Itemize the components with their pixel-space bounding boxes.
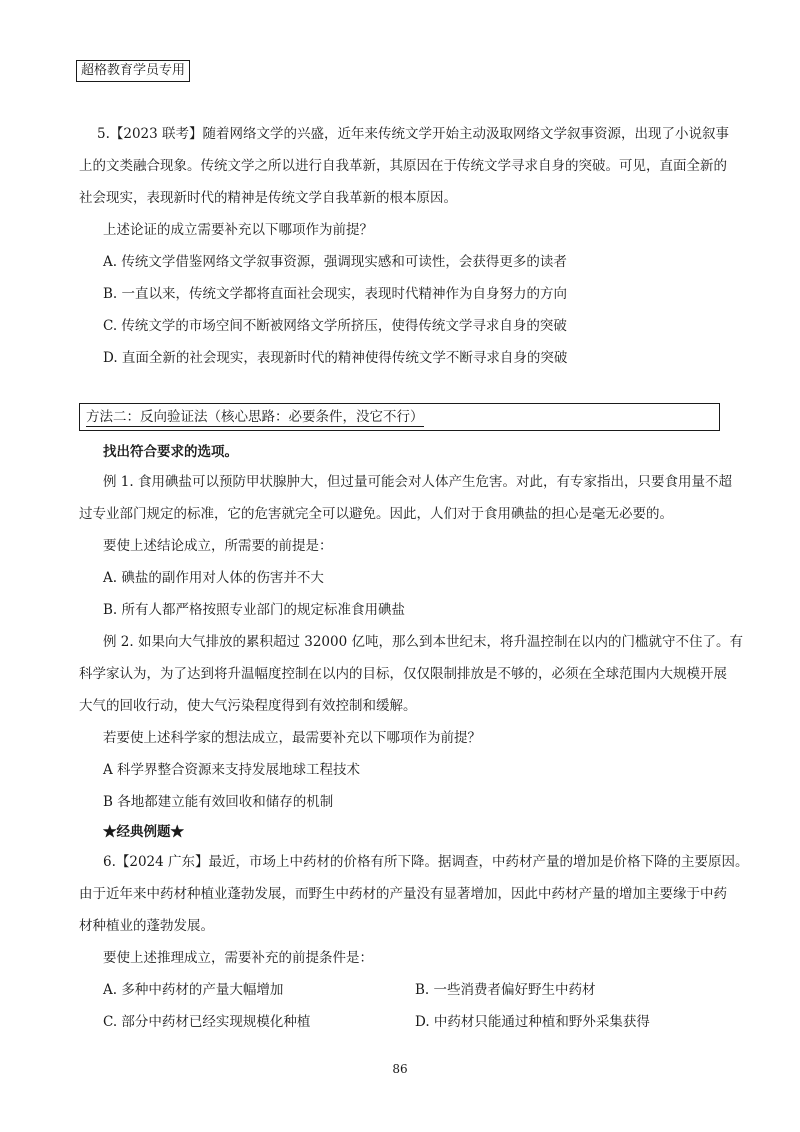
q6-question: 要使上述推理成立，需要补充的前提条件是：: [103, 950, 373, 966]
ex2-option-b: B 各地都建立能有效回收和储存的机制: [103, 794, 334, 810]
method-title: 方法二：反向验证法（核心思路：必要条件，没它不行）: [86, 409, 424, 425]
q6-option-d: D. 中药材只能通过种植和野外采集获得: [415, 1014, 650, 1030]
q5-option-c: C. 传统文学的市场空间不断被网络文学所挤压，使得传统文学寻求自身的突破: [103, 318, 567, 334]
header-label: 超格教育学员专用: [76, 60, 190, 82]
page-number: 86: [392, 1062, 408, 1076]
ex1-option-a: A. 碘盐的副作用对人体的伤害并不大: [103, 570, 324, 586]
method-instruction: 找出符合要求的选项。: [103, 444, 238, 460]
q6-stem-line-3: 材种植业的蓬勃发展。: [79, 918, 214, 934]
ex1-option-b: B. 所有人都严格按照专业部门的规定标准食用碘盐: [103, 602, 406, 618]
classic-examples-heading: ★经典例题★: [103, 824, 184, 840]
q6-option-c: C. 部分中药材已经实现规模化种植: [103, 1014, 311, 1030]
ex2-stem-line-2: 科学家认为，为了达到将升温幅度控制在以内的目标，仅仅限制排放是不够的，必须在全球范围内大规模开展: [79, 666, 727, 682]
ex2-stem-line-3: 大气的回收行动，使大气污染程度得到有效控制和缓解。: [79, 698, 417, 714]
q6-stem-line-1: 6.【2024 广东】最近，市场上中药材的价格有所下降。据调查，中药材产量的增加是价格下降的主要原因。: [103, 854, 749, 870]
ex1-question: 要使上述结论成立，所需要的前提是：: [103, 538, 333, 554]
ex2-option-a: A 科学界整合资源来支持发展地球工程技术: [103, 762, 361, 778]
q5-stem-line-1: 5.【2023 联考】随着网络文学的兴盛，近年来传统文学开始主动汲取网络文学叙事资源，出现了小说叙事: [97, 126, 730, 142]
q6-stem-line-2: 由于近年来中药材种植业蓬勃发展，而野生中药材的产量没有显著增加，因此中药材产量的增加主要缘于中药: [79, 886, 727, 902]
q5-question: 上述论证的成立需要补充以下哪项作为前提？: [103, 222, 373, 238]
q6-option-a: A. 多种中药材的产量大幅增加: [103, 982, 284, 998]
q5-option-a: A. 传统文学借鉴网络文学叙事资源，强调现实感和可读性，会获得更多的读者: [103, 254, 567, 270]
q5-stem-line-3: 社会现实，表现新时代的精神是传统文学自我革新的根本原因。: [79, 190, 457, 206]
method-box: [79, 403, 720, 431]
q5-option-b: B. 一直以来，传统文学都将直面社会现实，表现时代精神作为自身努力的方向: [103, 286, 568, 302]
q5-stem-line-2: 上的文类融合现象。传统文学之所以进行自我革新，其原因在于传统文学寻求自身的突破。可见，直面全新的: [79, 158, 727, 174]
ex2-stem-line-1: 例 2. 如果向大气排放的累积超过 32000 亿吨，那么到本世纪末，将升温控制在以内的门槛就守不住了。有: [103, 634, 743, 650]
ex1-stem-line-2: 过专业部门规定的标准，它的危害就完全可以避免。因此，人们对于食用碘盐的担心是毫无必要的。: [79, 506, 673, 522]
ex1-stem-line-1: 例 1. 食用碘盐可以预防甲状腺肿大，但过量可能会对人体产生危害。对此，有专家指出，只要食用量不超: [103, 474, 732, 490]
ex2-question: 若要使上述科学家的想法成立，最需要补充以下哪项作为前提？: [103, 730, 481, 746]
q6-option-b: B. 一些消费者偏好野生中药材: [415, 982, 596, 998]
q5-option-d: D. 直面全新的社会现实，表现新时代的精神使得传统文学不断寻求自身的突破: [103, 350, 568, 366]
